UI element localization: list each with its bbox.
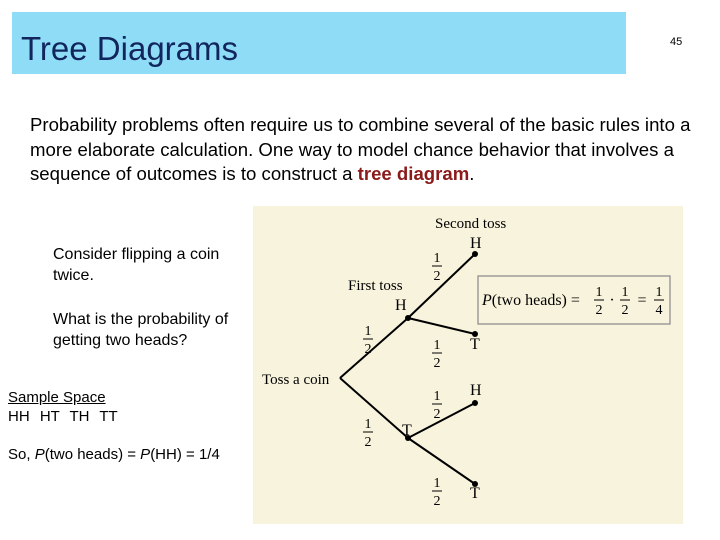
fraction-TT — [432, 476, 442, 509]
fraction-den: 2 — [433, 356, 441, 371]
fraction-den: 2 — [364, 435, 372, 450]
fraction-num: 1 — [364, 417, 372, 432]
formula-d1: 2 — [595, 303, 603, 318]
formula-P: P — [482, 292, 492, 309]
formula-dot: · — [609, 292, 615, 309]
second-H-lower-label: H — [470, 382, 482, 399]
tree-diagram-panel — [253, 206, 683, 524]
intro-text-end: . — [469, 163, 475, 184]
formula-n2: 1 — [621, 285, 629, 300]
formula-lhs: (two heads) = — [491, 292, 580, 309]
branch-H-T — [408, 318, 475, 334]
slide-title: Tree Diagrams — [21, 30, 238, 67]
intro-paragraph — [30, 113, 700, 187]
sample-space-outcomes: HH HT TH TT — [8, 408, 118, 425]
fraction-first-T — [363, 417, 373, 450]
formula-n1: 1 — [595, 285, 603, 300]
title-bar — [12, 12, 626, 74]
branch-root-H — [340, 318, 408, 378]
fraction-num: 1 — [364, 324, 372, 339]
probability-formula-box — [478, 276, 670, 324]
intro-highlight: tree diagram — [357, 163, 470, 184]
question-text: What is the probability of getting two heads? — [53, 311, 229, 349]
formula-d2: 2 — [621, 303, 629, 318]
conclusion-mid1: (two heads) = — [44, 446, 141, 463]
formula-eq: = — [637, 292, 647, 309]
second-T-bottom-label: T — [470, 485, 480, 502]
tree-diagram — [253, 206, 683, 524]
branch-T-H — [408, 403, 475, 438]
second-toss-label: Second toss — [435, 216, 507, 232]
branch-root-T — [340, 378, 408, 438]
consider-text: Consider flipping a coin twice. — [53, 246, 220, 284]
first-H-label: H — [395, 297, 407, 314]
fraction-den: 2 — [364, 342, 372, 357]
intro-text: Probability problems often require us to combine several of the basic rules into a more elaborate calculation. One way to model chance behavior that involves a sequence of outcomes is to construct a — [30, 114, 691, 184]
sample-space-title: Sample Space — [8, 389, 106, 406]
fraction-den: 2 — [433, 407, 441, 422]
second-H-top-label: H — [470, 235, 482, 252]
fraction-num: 1 — [433, 389, 441, 404]
fraction-num: 1 — [433, 476, 441, 491]
node-first-H — [405, 315, 411, 321]
conclusion-mid2: (HH) = 1/4 — [150, 446, 220, 463]
fraction-HT — [432, 338, 442, 371]
first-toss-label: First toss — [348, 278, 403, 294]
fraction-num: 1 — [433, 251, 441, 266]
first-T-label: T — [402, 422, 412, 439]
branch-H-H — [408, 254, 475, 318]
formula-d3: 4 — [655, 303, 663, 318]
svg-text:P(two heads) = — [481, 292, 580, 309]
conclusion-text: So, P(two heads) = P(HH) = 1/4 — [8, 446, 220, 463]
second-T-upper-label: T — [470, 336, 480, 353]
root-label: Toss a coin — [262, 372, 330, 388]
fraction-TH — [432, 389, 442, 422]
branch-T-T — [408, 438, 475, 484]
fraction-HH — [432, 251, 442, 284]
fraction-den: 2 — [433, 269, 441, 284]
formula-n3: 1 — [655, 285, 663, 300]
conclusion-p1: P — [34, 446, 45, 463]
fraction-first-H — [363, 324, 373, 357]
node-TH — [472, 400, 478, 406]
fraction-den: 2 — [433, 494, 441, 509]
conclusion-p2: P — [140, 446, 151, 463]
slide-number: 45 — [670, 36, 683, 48]
fraction-num: 1 — [433, 338, 441, 353]
